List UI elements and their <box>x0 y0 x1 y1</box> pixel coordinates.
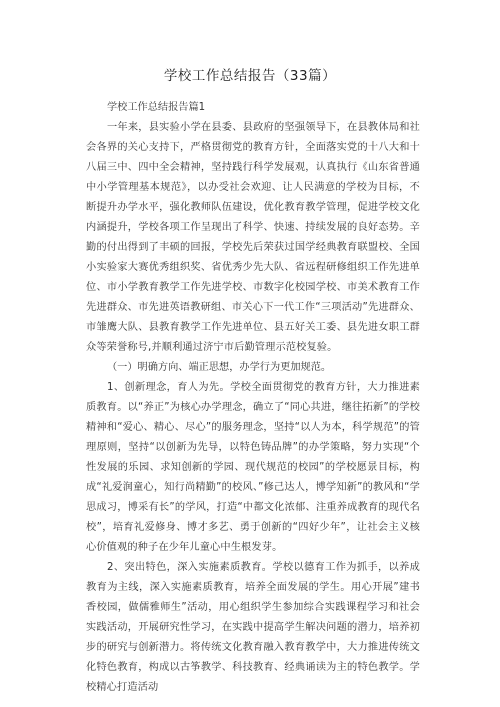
section-heading: （一）明确方向、端正思想，办学行为更加规范。 <box>107 362 332 373</box>
document-body <box>86 98 420 698</box>
intro-paragraph: 一年来，县实验小学在县委、县政府的坚强领导下，在县教体局和社会各界的关心支持下，严格贯彻党的教育方针，全面落实党的十八大和十八届三中、四中全会精神，坚持践行科学发展观，认真执行《山东省普通中小学管理基本规范》，以办受社会欢迎、让人民满意的学校为目标，不断提升办学水平，强化教师队伍建设，优化教育教学管理，促进学校文化内涵提升，学校各项工作呈现出了科学、快速、持续发展的良好态势。辛勤的付出得到了丰硕的回报，学校先后荣获过国学经典教育联盟校、全国小实验家大赛优秀组织奖、省优秀少先大队、省远程研修组织工作先进单位、市小学教育教学工作先进学校、市数字化校园学校、市美术教育工作先进群众、市先进英语教研组、市关心下一代工作“三项活动”先进群众、市雏鹰大队、县教育教学工作先进单位、县五好关工委、县先进女职工群众等荣誉称号,并顺利通过济宁市后勤管理示范校复验。 <box>86 122 420 353</box>
document-title: 学校工作总结报告（33篇） <box>163 68 337 84</box>
section-paragraph-1: 1、创新理念，育人为先。学校全面贯彻党的教育方针，大力推进素质教育。以“养正”为核心办学理念，确立了“同心共进，继往拓新”的学校精神和“爱心、精心、尽心”的服务理念，坚持“以人为本，科学规范”的管理原则，坚持“以创新为先导，以特色铸品牌”的办学策略，努力实现“个性发展的乐园、求知创新的学园、现代规范的校园”的学校愿景目标，构成“礼爱润童心，知行尚精勤”的校风、”修己达人，博学知新”的教风和“学思成习，博采有长”的学风，打造“中都文化浓郁、注重养成教育的现代名校”，培育礼爱修身、博才多艺、勇于创新的“四好少年”，让社会主义核心价值观的种子在少年儿童心中生根发芽。 <box>86 382 420 553</box>
report-subtitle: 学校工作总结报告篇1 <box>107 102 206 113</box>
section-paragraph-2: 2、突出特色，深入实施素质教育。学校以德育工作为抓手，以养成教育为主线，深入实施素质教育，培养全面发展的学生。用心开展”建书香校园，做儒雅师生”活动，用心组织学生参加综合实践课程学习和社会实践活动，开展研究性学习，在实践中提高学生解决问题的潜力，培养初步的研究与创新潜力。将传统文化教育融入教育教学中，大力推进传统文化特色教育，构成以古筝教学、科技教育、经典诵读为主的特色教学。学校精心打造活动 <box>86 562 420 693</box>
